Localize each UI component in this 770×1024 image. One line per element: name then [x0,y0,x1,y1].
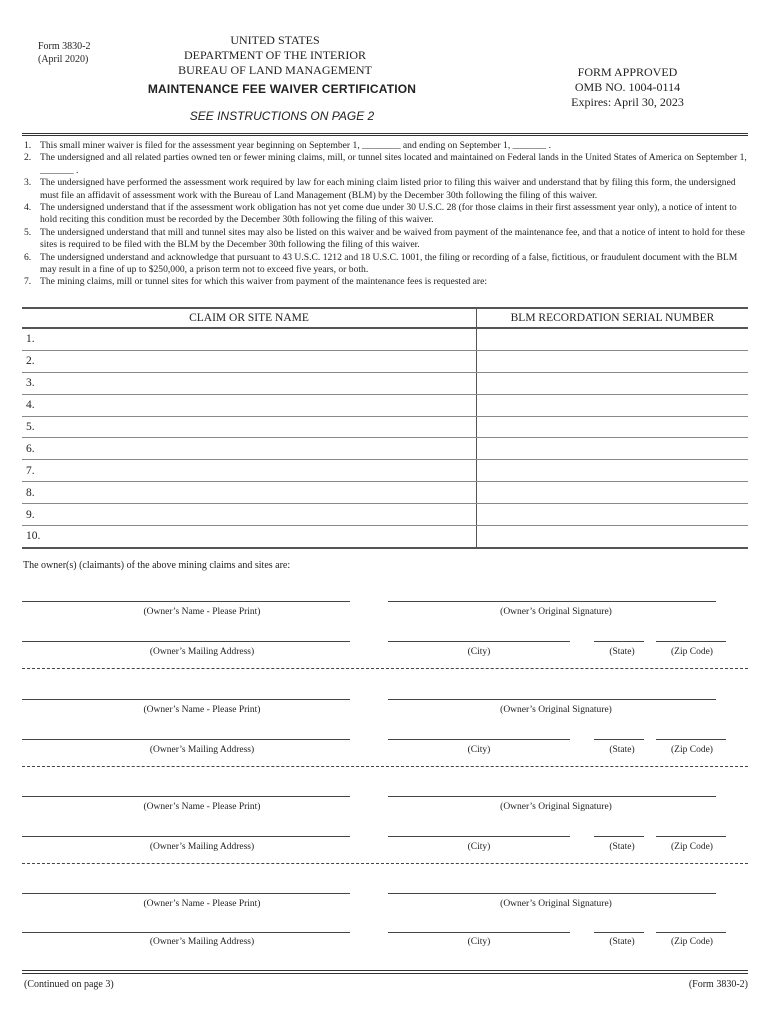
claim-name-cell[interactable] [22,328,477,350]
statement-number: 2. [24,152,32,164]
city-line[interactable] [388,641,570,642]
claim-name-cell[interactable] [22,394,477,416]
owner-name-line[interactable] [22,699,350,700]
statement-number: 6. [24,251,32,263]
statement-number: 7. [24,276,32,288]
row-number: 7. [26,464,35,477]
state-label: (State) [609,937,635,947]
city-line[interactable] [388,739,570,740]
statement-text: The undersigned have performed the assessment work required by law for each mining claim listed prior to filing this waiver and understand that by filing this form, the undersigned must file an affidavit of assessment work with the Bureau of Land Management (BLM) by the December 30th following the filing of this waiver. [40,177,736,201]
owner-signature-line[interactable] [388,893,716,894]
serial-number-cell[interactable] [477,526,749,548]
owner-signature-label: (Owner’s Original Signature) [500,607,612,617]
table-header-row [22,308,748,328]
owner-signature-label: (Owner’s Original Signature) [500,899,612,909]
owner-signature-line[interactable] [388,699,716,700]
zip-label: (Zip Code) [671,842,713,852]
claims-table [22,307,748,549]
claim-name-cell[interactable] [22,460,477,482]
owner-name-line[interactable] [22,796,350,797]
block-separator [22,766,748,767]
statement-number: 4. [24,202,32,214]
owner-block [22,785,748,875]
zip-label: (Zip Code) [671,647,713,657]
form-date: (April 2020) [38,54,89,65]
table-row [22,482,748,504]
state-line[interactable] [594,739,644,740]
certification-statements [24,140,749,289]
approval-line-1: FORM APPROVED [577,65,678,79]
statement-text: The undersigned understand and acknowledge that pursuant to 43 U.S.C. 1212 and 18 U.S.C. 1001, the filing or recording of a false, fictitious, or fraudulent document with the BLM may result in a fine of up to $250,000, a prison term not to exceed five years, or both. [40,251,738,276]
zip-label: (Zip Code) [671,937,713,947]
statement-item [24,202,749,227]
zip-line[interactable] [656,932,726,933]
agency-heading [150,33,400,78]
header-divider [22,133,748,134]
table-row [22,526,748,548]
row-number: 9. [26,508,35,521]
serial-number-cell[interactable] [477,438,749,460]
row-number: 4. [26,399,35,412]
mailing-address-line[interactable] [22,836,350,837]
table-row [22,350,748,372]
owners-intro: The owner(s) (claimants) of the above mining claims and sites are: [23,560,291,571]
approval-line-3: Expires: April 30, 2023 [571,95,684,109]
owner-block [22,688,748,778]
row-number: 8. [26,486,35,499]
city-label: (City) [467,745,491,755]
table-row [22,438,748,460]
mailing-address-label: (Owner’s Mailing Address) [149,745,255,755]
owner-block [22,590,748,680]
state-label: (State) [609,842,635,852]
statement-text: The undersigned and all related parties owned ten or fewer mining claims, mill, or tunnel sites located and maintained on Federal lands in the United States of America on September 1, _______ . [40,152,747,176]
agency-line-3: BUREAU OF LAND MANAGEMENT [178,63,372,77]
claim-name-cell[interactable] [22,416,477,438]
block-separator [22,668,748,669]
statement-item [24,152,749,177]
owner-name-label: (Owner’s Name - Please Print) [143,705,261,715]
owner-name-label: (Owner’s Name - Please Print) [143,802,261,812]
claim-name-cell[interactable] [22,482,477,504]
statement-item [24,276,749,288]
owner-signature-line[interactable] [388,601,716,602]
state-line[interactable] [594,932,644,933]
claim-name-cell[interactable] [22,504,477,526]
table-row [22,460,748,482]
table-row [22,394,748,416]
statement-number: 5. [24,226,32,238]
serial-number-cell[interactable] [477,460,749,482]
zip-label: (Zip Code) [671,745,713,755]
claim-name-cell[interactable] [22,526,477,548]
mailing-address-label: (Owner’s Mailing Address) [149,937,255,947]
form-reference: (Form 3830-2) [688,979,748,990]
statement-item [24,177,749,202]
footer-divider-2 [22,973,748,974]
statement-item [24,140,749,152]
agency-line-1: UNITED STATES [230,33,320,47]
serial-number-cell[interactable] [477,350,749,372]
serial-number-cell[interactable] [477,394,749,416]
statement-number: 3. [24,177,32,189]
row-number: 5. [26,421,35,433]
form-number: Form 3830-2 [38,41,91,52]
zip-line[interactable] [656,836,726,837]
city-label: (City) [467,937,491,947]
claim-name-cell[interactable] [22,372,477,394]
instructions-note: SEE INSTRUCTIONS ON PAGE 2 [189,109,375,123]
row-number: 6. [26,442,35,455]
continued-note: (Continued on page 3) [24,979,114,990]
row-number: 2. [26,355,35,368]
block-separator [22,863,748,864]
serial-number-cell[interactable] [477,482,749,504]
statement-item [24,252,749,277]
header-divider-2 [22,135,748,136]
state-line[interactable] [594,641,644,642]
row-number: 10. [26,530,41,543]
mailing-address-line[interactable] [22,932,350,933]
serial-number-cell[interactable] [477,504,749,526]
owner-block [22,882,748,972]
claim-name-cell[interactable] [22,350,477,372]
table-row [22,328,748,350]
claim-name-header: CLAIM OR SITE NAME [22,308,477,328]
owner-name-line[interactable] [22,601,350,602]
city-line[interactable] [388,836,570,837]
statement-text: This small miner waiver is filed for the assessment year beginning on September 1, ________ and ending on September 1, _______ . [40,140,552,151]
serial-number-cell[interactable] [477,416,749,438]
city-label: (City) [467,842,491,852]
claim-name-cell[interactable] [22,438,477,460]
owner-signature-line[interactable] [388,796,716,797]
owner-name-line[interactable] [22,893,350,894]
statement-text: The mining claims, mill or tunnel sites for which this waiver from payment of the maintenance fees is requested are: [40,276,488,288]
footer-divider [22,970,748,971]
statement-text: The undersigned understand that mill and tunnel sites may also be listed on this waiver and be waived from payment of the maintenance fee, and that a notice of intent to hold for these sites is required to be filed with the BLM by the December 30th following the filing of this waiver. [40,226,745,251]
statement-item [24,227,749,252]
table-row [22,416,748,438]
state-label: (State) [609,647,635,657]
serial-number-cell[interactable] [477,328,749,350]
agency-line-2: DEPARTMENT OF THE INTERIOR [183,48,367,62]
approval-line-2: OMB NO. 1004-0114 [574,80,681,94]
owner-name-label: (Owner’s Name - Please Print) [143,899,261,909]
state-line[interactable] [594,836,644,837]
serial-number-cell[interactable] [477,372,749,394]
table-row [22,372,748,394]
omb-approval [560,65,695,110]
owner-name-label: (Owner’s Name - Please Print) [143,607,261,617]
zip-line[interactable] [656,739,726,740]
statement-text: The undersigned understand that if the assessment work obligation has not yet come due under 30 U.S.C. 28 (for those claims in their first assessment year only), a notice of intent to hold reciting this condition must be recorded by the December 30th following the filing of this waiver. [40,202,737,226]
mailing-address-line[interactable] [22,641,350,642]
mailing-address-label: (Owner’s Mailing Address) [149,647,255,657]
state-label: (State) [609,745,635,755]
form-title: MAINTENANCE FEE WAIVER CERTIFICATION [147,82,417,96]
table-row [22,504,748,526]
owner-signature-label: (Owner’s Original Signature) [500,705,612,715]
owner-signature-label: (Owner’s Original Signature) [500,802,612,812]
row-number: 1. [26,333,35,346]
mailing-address-label: (Owner’s Mailing Address) [149,842,255,852]
form-identifier [38,40,91,66]
row-number: 3. [26,377,35,390]
mailing-address-line[interactable] [22,739,350,740]
city-label: (City) [467,647,491,657]
zip-line[interactable] [656,641,726,642]
city-line[interactable] [388,932,570,933]
serial-number-header: BLM RECORDATION SERIAL NUMBER [477,308,749,328]
statement-number: 1. [24,140,32,151]
